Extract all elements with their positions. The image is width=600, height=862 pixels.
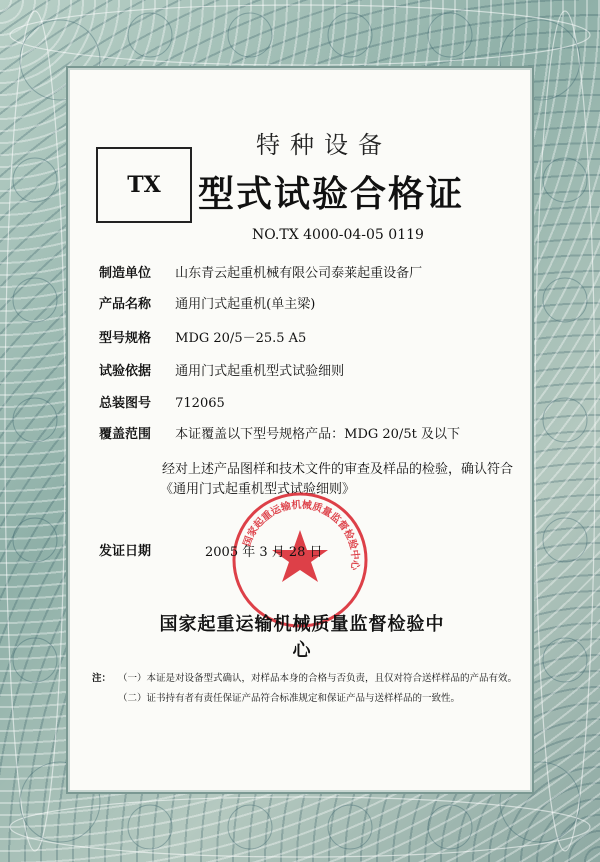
field-value: 通用门式起重机型式试验细则 xyxy=(175,364,345,379)
field-row xyxy=(99,327,306,346)
issuer-name: 国家起重运输机械质量监督检验中心 xyxy=(159,614,445,661)
field-value: 山东青云起重机械有限公司泰莱起重设备厂 xyxy=(175,266,423,281)
field-value: 通用门式起重机(单主梁) xyxy=(175,297,316,312)
statement-line-2: 《通用门式起重机型式试验细则》 xyxy=(160,482,356,497)
issue-date-value: 2005 年 3 月 28 日 xyxy=(205,545,323,560)
official-seal xyxy=(230,490,370,630)
field-row xyxy=(99,423,460,442)
field-label: 覆盖范围 xyxy=(99,427,152,442)
certificate-paper xyxy=(70,70,530,790)
title-top: 特种设备 xyxy=(256,131,392,159)
field-value: 712065 xyxy=(175,396,225,411)
statement-line-1: 经对上述产品图样和技术文件的审查及样品的检验，确认符合 xyxy=(162,462,514,477)
notes-section xyxy=(92,670,522,710)
field-row xyxy=(99,293,315,312)
tx-code-box: TX xyxy=(96,147,192,223)
note-line xyxy=(92,670,522,690)
field-value: MDG 20/5－25.5 A5 xyxy=(175,331,307,346)
issue-date-label: 发证日期 xyxy=(99,544,152,559)
note-text: （一）本证是对设备型式确认，对样品本身的合格与否负责，且仅对符合送样样品的产品有效。 xyxy=(118,673,518,684)
certificate-number: NO.TX 4000-04-05 0119 xyxy=(252,227,424,243)
field-value: 本证覆盖以下型号规格产品：MDG 20/5t 及以下 xyxy=(175,427,460,442)
field-label: 产品名称 xyxy=(99,297,152,312)
field-row xyxy=(99,392,225,411)
title-main: 型式试验合格证 xyxy=(198,173,465,215)
seal-text: 国家起重运输机械质量监督检验中心 xyxy=(241,499,361,571)
field-label: 试验依据 xyxy=(99,364,152,379)
field-label: 型号规格 xyxy=(99,331,152,346)
field-label: 总装图号 xyxy=(99,396,152,411)
field-row xyxy=(99,262,422,281)
field-label: 制造单位 xyxy=(99,266,152,281)
note-line xyxy=(92,690,522,710)
note-text: （二）证书持有者有责任保证产品符合标准规定和保证产品与送样样品的一致性。 xyxy=(118,693,461,704)
notes-label: 注： xyxy=(92,673,112,684)
field-row xyxy=(99,360,344,379)
